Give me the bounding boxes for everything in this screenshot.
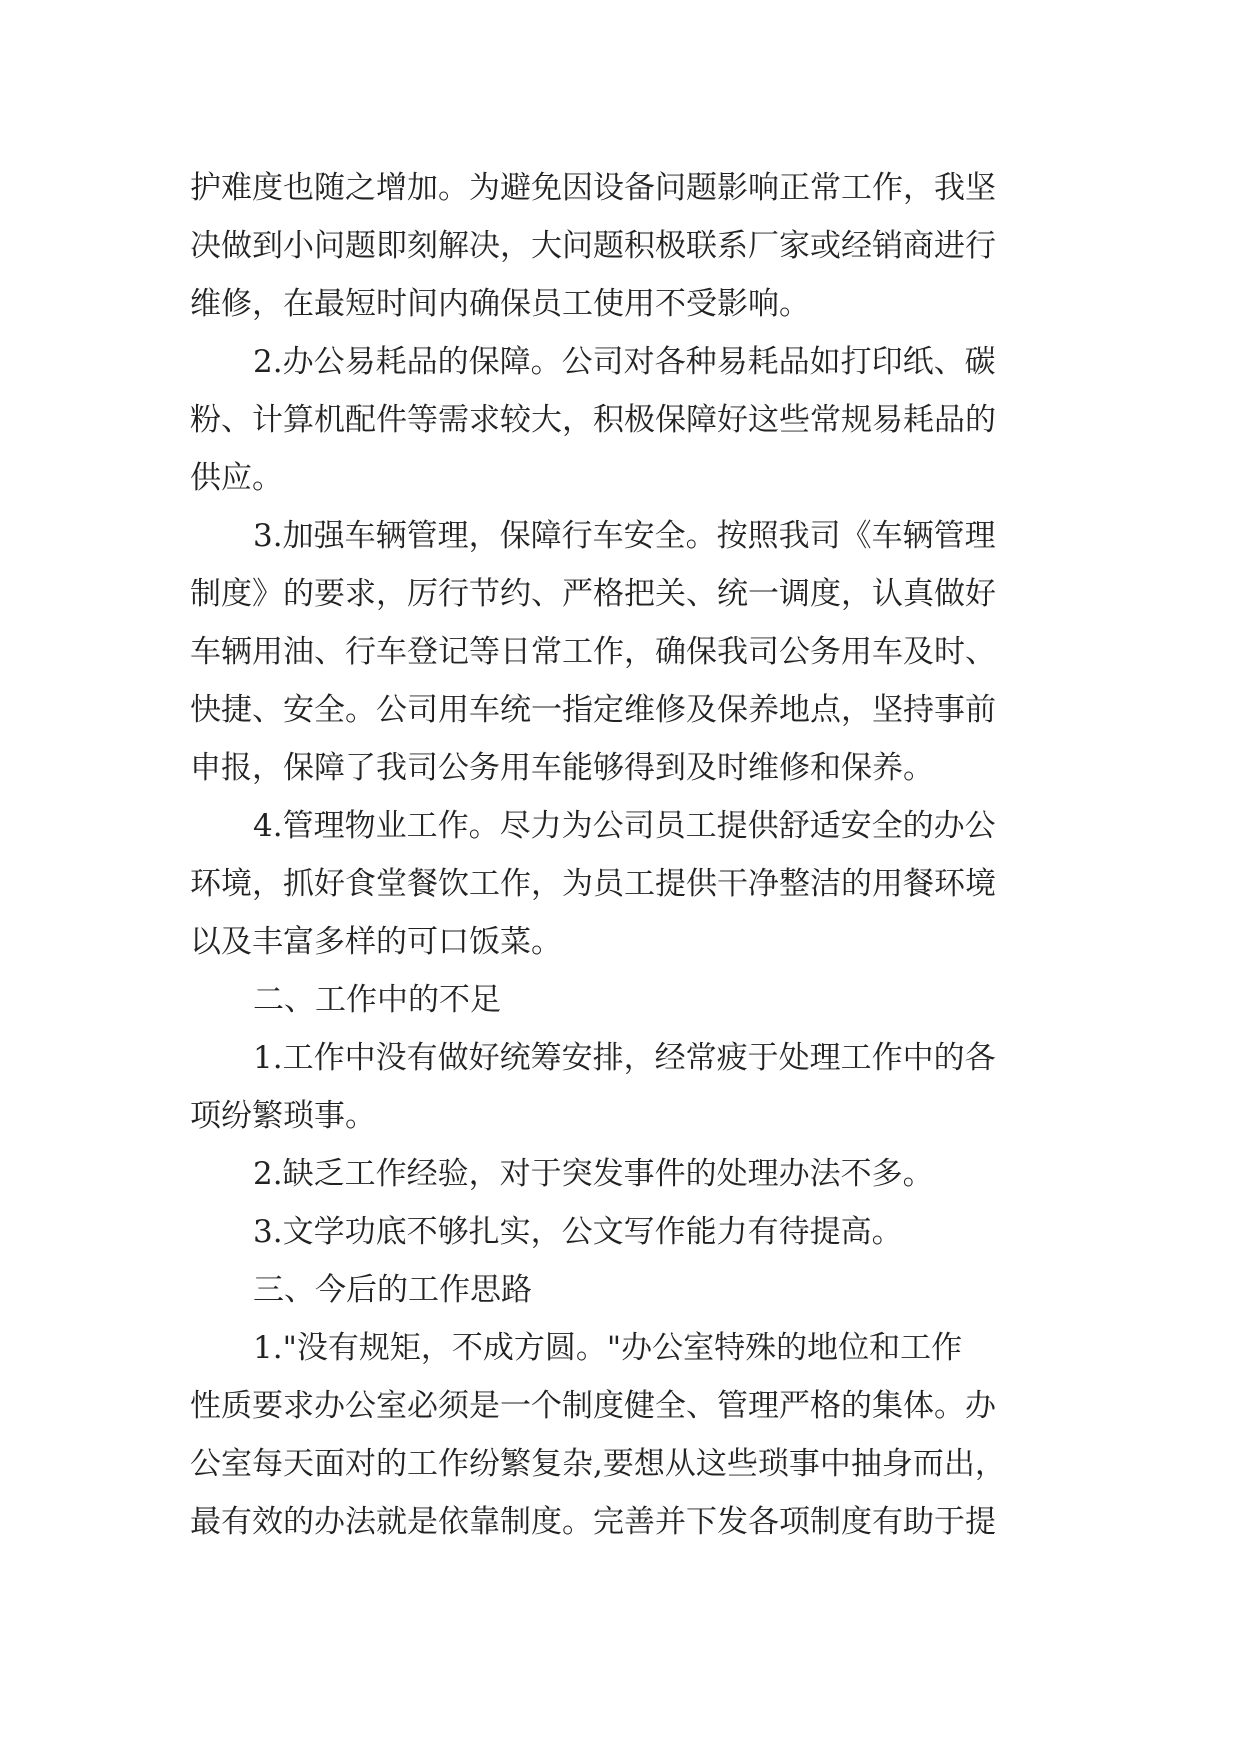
body-text-line: 快捷、安全。公司用车统一指定维修及保养地点，坚持事前 xyxy=(190,692,996,728)
list-item-2: 2.缺乏工作经验，对于突发事件的处理办法不多。 xyxy=(253,1156,934,1192)
body-text-line: 项纷繁琐事。 xyxy=(190,1098,376,1134)
body-text-line: 以及丰富多样的可口饭菜。 xyxy=(190,924,562,960)
body-text-line: 制度》的要求，厉行节约、严格把关、统一调度，认真做好 xyxy=(190,576,996,612)
body-text-line: 申报，保障了我司公务用车能够得到及时维修和保养。 xyxy=(190,750,934,786)
body-text-line: 供应。 xyxy=(190,460,283,496)
body-text-line: 粉、计算机配件等需求较大，积极保障好这些常规易耗品的 xyxy=(190,402,996,438)
body-text-line: 决做到小问题即刻解决，大问题积极联系厂家或经销商进行 xyxy=(190,228,996,264)
body-text-line: 护难度也随之增加。为避免因设备问题影响正常工作，我坚 xyxy=(190,170,996,206)
list-item-4: 4.管理物业工作。尽力为公司员工提供舒适安全的办公 xyxy=(253,808,996,844)
list-item-1: 1."没有规矩，不成方圆。"办公室特殊的地位和工作 xyxy=(253,1330,963,1366)
body-text-line: 公室每天面对的工作纷繁复杂,要想从这些琐事中抽身而出， xyxy=(190,1446,1006,1482)
body-text-line: 环境，抓好食堂餐饮工作，为员工提供干净整洁的用餐环境 xyxy=(190,866,996,902)
body-text-line: 最有效的办法就是依靠制度。完善并下发各项制度有助于提 xyxy=(190,1504,996,1540)
section-heading: 二、工作中的不足 xyxy=(253,982,501,1018)
list-item-2: 2.办公易耗品的保障。公司对各种易耗品如打印纸、碳 xyxy=(253,344,996,380)
section-heading: 三、今后的工作思路 xyxy=(253,1272,532,1308)
list-item-3: 3.加强车辆管理，保障行车安全。按照我司《车辆管理 xyxy=(253,518,996,554)
body-text-line: 性质要求办公室必须是一个制度健全、管理严格的集体。办 xyxy=(190,1388,996,1424)
body-text-line: 维修，在最短时间内确保员工使用不受影响。 xyxy=(190,286,810,322)
list-item-1: 1.工作中没有做好统筹安排，经常疲于处理工作中的各 xyxy=(253,1040,996,1076)
list-item-3: 3.文学功底不够扎实，公文写作能力有待提高。 xyxy=(253,1214,903,1250)
body-text-line: 车辆用油、行车登记等日常工作，确保我司公务用车及时、 xyxy=(190,634,996,670)
